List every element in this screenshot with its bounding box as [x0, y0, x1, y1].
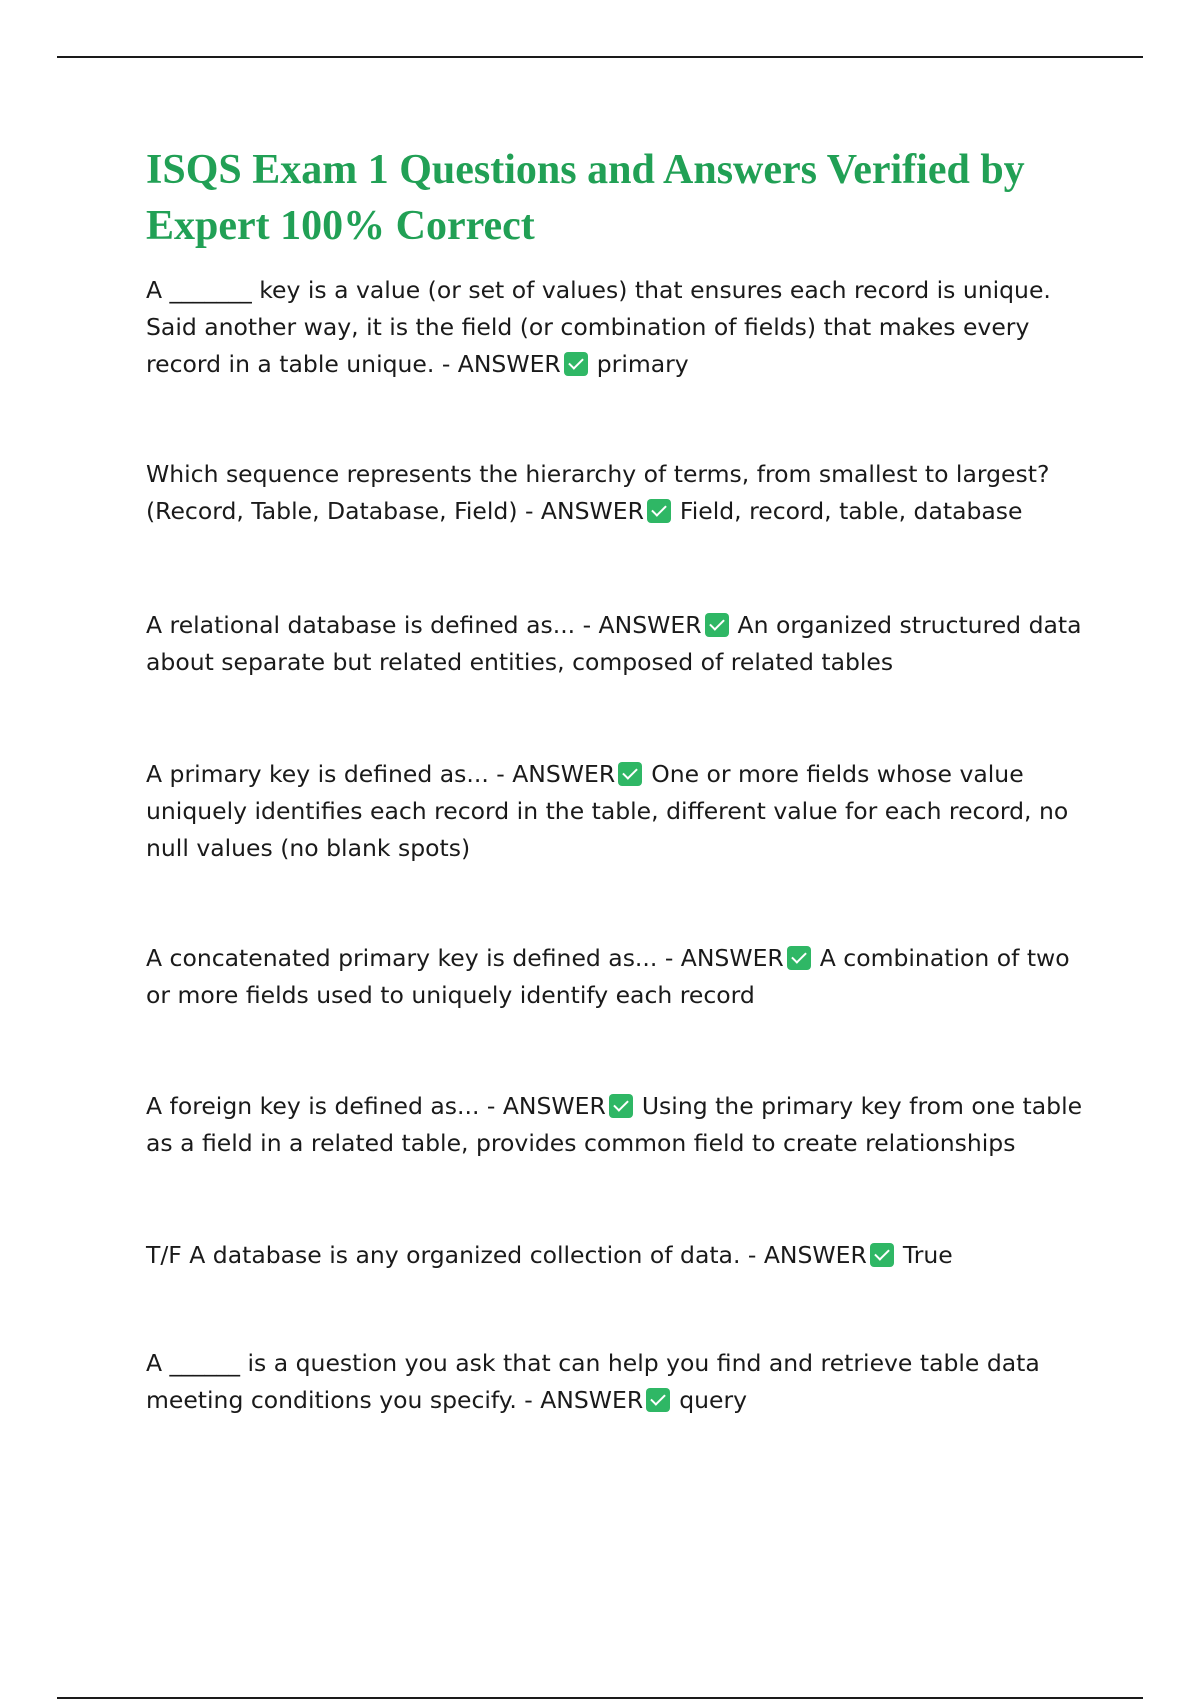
answer-text: Using the primary key from one table as a field in a related table, provides common field to create relationships: [146, 1092, 1083, 1157]
check-mark-icon: [870, 1243, 894, 1267]
answer-text: An organized structured data about separate but related entities, composed of related tables: [146, 611, 1082, 676]
check-mark-icon: [609, 1094, 633, 1118]
question-text: A primary key is defined as... - ANSWER: [146, 760, 616, 788]
qa-item-1: [146, 272, 1091, 383]
answer-text: True: [902, 1241, 953, 1269]
check-mark-icon: [647, 499, 671, 523]
qa-item-4: [146, 756, 1091, 867]
question-text: T/F A database is any organized collection of data. - ANSWER: [146, 1241, 867, 1269]
document-title: ISQS Exam 1 Questions and Answers Verified by Expert 100% Correct: [146, 147, 1025, 249]
answer-text: One or more fields whose value uniquely identifies each record in the table, different value for each record, no null values (no blank spots): [146, 760, 1069, 862]
answer-text: primary: [596, 350, 689, 378]
check-mark-icon: [618, 762, 642, 786]
question-text: A ______ is a question you ask that can help you find and retrieve table data meeting conditions you specify. - ANSWER: [146, 1349, 1040, 1414]
check-mark-icon: [646, 1388, 670, 1412]
question-text: A relational database is defined as... - ANSWER: [146, 611, 702, 639]
question-text: A foreign key is defined as... - ANSWER: [146, 1092, 606, 1120]
qa-item-3: [146, 607, 1091, 681]
question-text: A _______ key is a value (or set of values) that ensures each record is unique. Said another way, it is the field (or combination of fields) that makes every record in a table unique. - ANSWER: [146, 276, 1051, 378]
answer-text: Field, record, table, database: [679, 497, 1023, 525]
qa-item-2: [146, 456, 1091, 530]
top-rule: [57, 56, 1143, 58]
check-mark-icon: [564, 352, 588, 376]
answer-text: query: [679, 1386, 748, 1414]
qa-item-6: [146, 1088, 1091, 1162]
answer-text: A combination of two or more fields used to uniquely identify each record: [146, 944, 1070, 1009]
qa-item-5: [146, 940, 1091, 1014]
check-mark-icon: [705, 613, 729, 637]
qa-item-8: [146, 1345, 1091, 1419]
question-text: Which sequence represents the hierarchy of terms, from smallest to largest? (Record, Table, Database, Field) - ANSWER: [146, 460, 1050, 525]
bottom-rule: [57, 1697, 1143, 1699]
check-mark-icon: [787, 946, 811, 970]
question-text: A concatenated primary key is defined as... - ANSWER: [146, 944, 784, 972]
qa-item-7: [146, 1237, 1091, 1274]
